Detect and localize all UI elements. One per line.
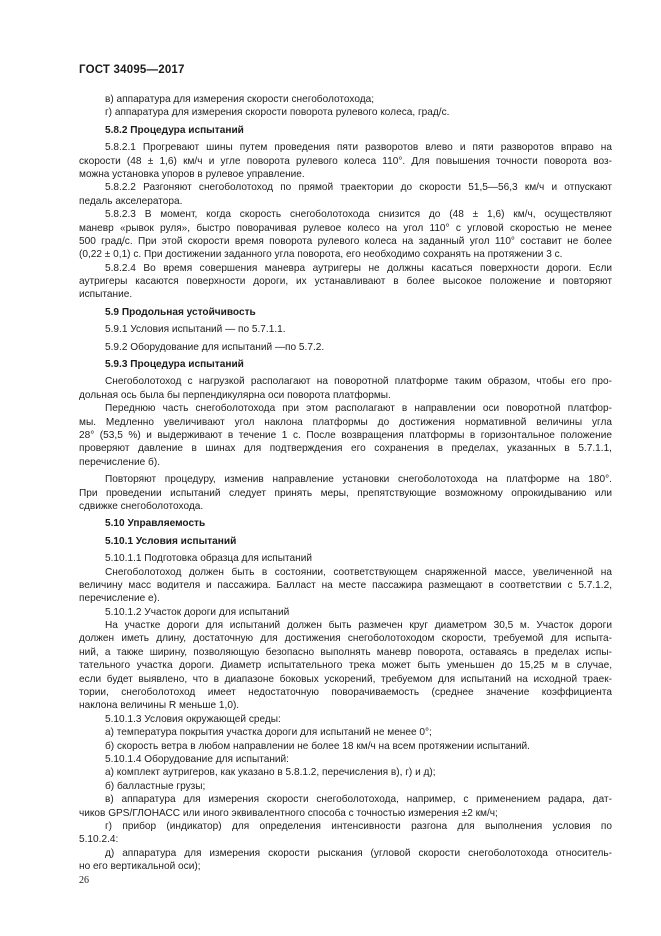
text-line: перечисление е). <box>79 593 160 605</box>
text-line: г) прибор (индикатор) для определения интенсивности разгона для выполнения условия по <box>105 820 612 832</box>
text-line: 5.10.1 Условия испытаний <box>105 535 237 547</box>
text-line: перечисление б). <box>79 456 160 468</box>
text-line: Снегоболотоход с нагрузкой располагают на поворотной платформе таким образом, чтобы его про- <box>105 376 612 388</box>
text-line: в) аппаратура для измерения скорости снегоболотохода, например, с применением радара, дат- <box>105 794 612 806</box>
text-line: 500 град/с. При этой скорости время поворота рулевого колеса на заданный угол 110° составит не более <box>79 235 612 247</box>
text-line: 5.9 Продольная устойчивость <box>105 306 256 318</box>
text-line: На участке дороги для испытаний должен быть размечен круг диаметром 30,5 м. Участок дороги <box>105 620 612 632</box>
text-line: тательного участка дороги. Диаметр испытательного трека может быть уменьшен до 15,25 м в случае, <box>79 660 612 672</box>
text-line: 5.9.3 Процедура испытаний <box>105 359 244 371</box>
text-line: б) балластные грузы; <box>105 780 206 792</box>
page-number: 26 <box>79 875 89 886</box>
text-line: аутригеры касаются поверхности дороги, их устанавливают в более высокое положение и повторяют <box>79 276 612 288</box>
text-line: проверяют давление в шинах для подтверждения его сохранения в пределах, указанных в 5.7.1.1, <box>79 443 612 455</box>
text-line: 5.10.1.4 Оборудование для испытаний: <box>105 753 289 765</box>
text-line: г) аппаратура для измерения скорости поворота рулевого колеса, град/с. <box>105 107 450 119</box>
text-line: 28° (53,5 %) и выдерживают в течение 1 с. После возвращения платформы в горизонтальное положение <box>79 429 612 441</box>
text-line: чиков GPS/ГЛОНАСС или иного эквивалентного способа с точностью измерения ±2 км/ч; <box>79 807 498 819</box>
text-line: 5.8.2.2 Разгоняют снегоболотоход по прямой траектории до скорости 51,5—56,3 км/ч и отпускают <box>105 182 612 194</box>
text-line: а) температура покрытия участка дороги для испытаний не менее 0°; <box>105 727 432 739</box>
text-line: 5.10.1.1 Подготовка образца для испытаний <box>105 553 312 565</box>
text-line: 5.10.1.3 Условия окружающей среды: <box>105 713 281 725</box>
text-line: Снегоболотоход должен быть в состоянии, соответствующем снаряженной массе, увеличенной на <box>105 566 612 578</box>
document-body <box>79 93 612 873</box>
text-line: При проведении испытаний следует принять меры, препятствующие возможному опрокидыванию или <box>79 487 612 499</box>
text-line: 5.9.2 Оборудование для испытаний —по 5.7.2. <box>105 341 325 353</box>
text-line: сдвижке снегоболотохода. <box>79 500 204 512</box>
text-line: 5.8.2.4 Во время совершения маневра аутригеры не должны касаться поверхности дороги. Если <box>105 262 612 274</box>
text-line: маневр «рывок руля», быстро поворачивая рулевое колесо на угол 110° с угловой скоростью не менее <box>79 222 612 234</box>
text-line: 5.10.1.2 Участок дороги для испытаний <box>105 606 290 618</box>
text-line: скорости (48 ± 1,6) км/ч и угле поворота рулевого колеса 110°. Для повышения точности поворота воз- <box>79 155 612 167</box>
text-line: Повторяют процедуру, изменив направление установки снегоболотохода на платформе на 180°. <box>105 474 612 486</box>
text-line: 5.8.2.1 Прогревают шины путем проведения пяти разворотов влево и пяти разворотов вправо на <box>105 142 612 154</box>
text-line: если будет выявлено, что в диапазоне боковых ускорений, требуемом для испытаний на исходной траек- <box>79 673 612 685</box>
text-line: 5.8.2 Процедура испытаний <box>105 124 244 136</box>
page-header: ГОСТ 34095—2017 <box>79 64 185 76</box>
text-line: а) комплект аутригеров, как указано в 5.8.1.2, перечисления в), г) и д); <box>105 767 436 779</box>
text-line: Переднюю часть снегоболотохода при этом располагают в направлении оси поворотной платфор- <box>105 403 612 415</box>
text-line: величину масс водителя и пассажира. Балласт на месте пассажира размещают в соответствии с 5.7.1.2, <box>79 579 612 591</box>
text-line: 5.10 Управляемость <box>105 518 206 530</box>
text-line: тории, снегоболотоход имеет недостаточную поворачиваемость (среднее значение коэффициента <box>79 687 612 699</box>
text-line: можна установка упоров в рулевое управление. <box>79 168 305 180</box>
text-line: наклона величины R меньше 1,0). <box>79 700 240 712</box>
text-line: испытание. <box>79 289 133 301</box>
text-line: ний, а также ширину, позволяющую безопасно выполнять маневр поворота, оставаясь в пределах испы- <box>79 646 612 658</box>
text-line: должен иметь длину, достаточную для достижения снегоболотоходом скорости, требуемой для испыта- <box>79 633 612 645</box>
text-line: но его вертикальной оси); <box>79 861 201 873</box>
text-line: (0,22 ± 0,1) с. При достижении заданного угла поворота, его необходимо сохранять на протяжении 3 с. <box>79 249 563 261</box>
text-line: д) аппаратура для измерения скорости рыскания (угловой скорости снегоболотохода относитель- <box>105 847 612 859</box>
text-line: б) скорость ветра в любом направлении не более 18 км/ч на всем протяжении испытаний. <box>105 740 530 752</box>
text-line: мы. Медленно увеличивают угол наклона платформы до достижения нормативной величины угла <box>79 416 612 428</box>
text-line: педаль акселератора. <box>79 195 183 207</box>
text-line: 5.10.2.4: <box>79 834 119 846</box>
text-line: дольная ось была бы перпендикулярна оси поворота платформы. <box>79 389 391 401</box>
text-line: 5.9.1 Условия испытаний — по 5.7.1.1. <box>105 324 286 336</box>
text-line: 5.8.2.3 В момент, когда скорость снегоболотохода снизится до (48 ± 1,6) км/ч, осуществляют <box>105 209 612 221</box>
text-line: в) аппаратура для измерения скорости снегоболотохода; <box>105 94 375 105</box>
